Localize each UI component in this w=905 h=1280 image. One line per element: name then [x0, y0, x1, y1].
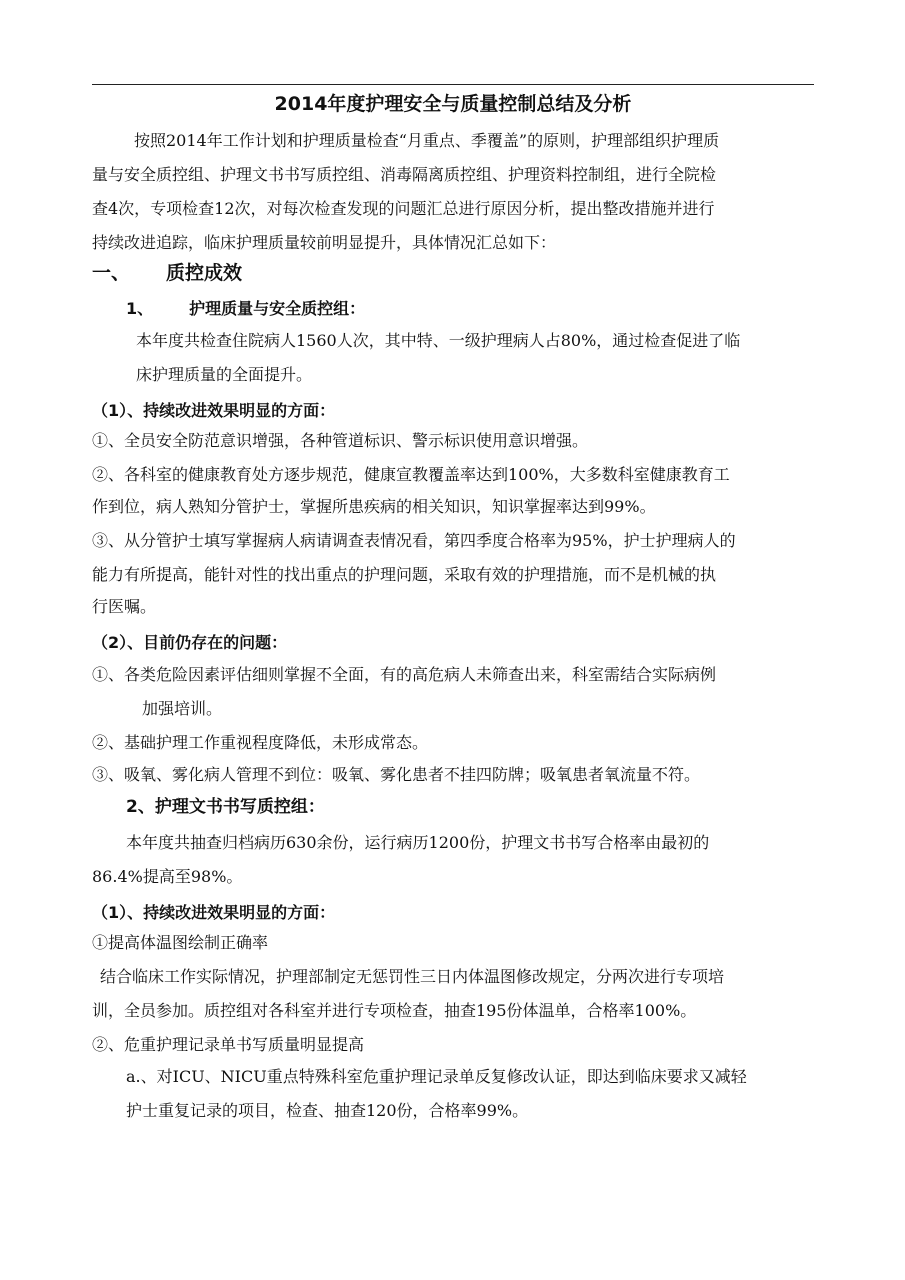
problem-item: 加强培训。	[142, 699, 223, 718]
improve-item: ③、从分管护士填写掌握病人病请调查表情况看，第四季度合格率为95%，护士护理病人的	[92, 531, 736, 550]
item1-text-line-1: 结合临床工作实际情况，护理部制定无惩罚性三日内体温图修改规定，分两次进行专项培	[100, 967, 725, 986]
subsection-heading-2: 2、护理文书书写质控组：	[126, 797, 325, 817]
improve-heading: （1）、持续改进效果明显的方面：	[92, 401, 336, 420]
improve-item: ②、各科室的健康教育处方逐步规范，健康宣教覆盖率达到100%，大多数科室健康教育工	[92, 465, 730, 484]
improve-item: ①、全员安全防范意识增强，各种管道标识、警示标识使用意识增强。	[92, 431, 589, 450]
improve-heading-2: （1）、持续改进效果明显的方面：	[92, 903, 336, 922]
improve-item: 作到位，病人熟知分管护士，掌握所患疾病的相关知识，知识掌握率达到99%。	[92, 497, 656, 516]
item1-text-line-2: 训，全员参加。质控组对各科室并进行专项检查，抽查195份体温单，合格率100%。	[92, 1001, 697, 1020]
sub2-summary-line-1: 本年度共抽查归档病历630余份，运行病历1200份，护理文书书写合格率由最初的	[126, 833, 710, 852]
improve-item: 行医嘱。	[92, 597, 157, 616]
problem-heading: （2）、目前仍存在的问题：	[92, 633, 288, 652]
intro-line-1: 按照2014年工作计划和护理质量检查“月重点、季覆盖”的原则，护理部组织护理质	[134, 131, 720, 150]
section-heading-1	[92, 256, 242, 290]
document-title: 2014年度护理安全与质量控制总结及分析	[274, 93, 632, 115]
intro-line-2: 量与安全质控组、护理文书书写质控组、消毒隔离质控组、护理资料控制组，进行全院检	[92, 165, 717, 184]
item2-text-line-1: a.、对ICU、NICU重点特殊科室危重护理记录单反复修改认证，即达到临床要求又减轻	[126, 1067, 747, 1086]
item2-title: ②、危重护理记录单书写质量明显提高	[92, 1035, 365, 1054]
subsection-heading-1	[126, 292, 365, 326]
subsection-title: 护理质量与安全质控组：	[189, 299, 366, 318]
sub1-summary-line-1: 本年度共检查住院病人1560人次，其中特、一级护理病人占80%，通过检查促进了临	[136, 331, 741, 350]
sub1-summary-line-2: 床护理质量的全面提升。	[136, 365, 313, 384]
item2-text-line-2: 护士重复记录的项目，检查、抽查120份，合格率99%。	[126, 1101, 529, 1120]
intro-line-3: 查4次，专项检查12次，对每次检查发现的问题汇总进行原因分析，提出整改措施并进行	[92, 199, 715, 218]
section-number: 一、	[92, 262, 131, 284]
problem-item: ③、吸氧、雾化病人管理不到位：吸氧、雾化患者不挂四防牌；吸氧患者氧流量不符。	[92, 765, 701, 784]
sub2-summary-line-2: 86.4%提高至98%。	[92, 867, 243, 886]
intro-line-4: 持续改进追踪，临床护理质量较前明显提升，具体情况汇总如下：	[92, 233, 557, 252]
problem-item: ②、基础护理工作重视程度降低，未形成常态。	[92, 733, 429, 752]
subsection-number: 1、	[126, 299, 154, 318]
problem-item: ①、各类危险因素评估细则掌握不全面，有的高危病人未筛查出来，科室需结合实际病例	[92, 665, 717, 684]
improve-item: 能力有所提高，能针对性的找出重点的护理问题，采取有效的护理措施，而不是机械的执	[92, 565, 717, 584]
section-title: 质控成效	[166, 262, 243, 284]
header-rule	[92, 84, 814, 85]
item1-title: ①提高体温图绘制正确率	[92, 933, 269, 952]
